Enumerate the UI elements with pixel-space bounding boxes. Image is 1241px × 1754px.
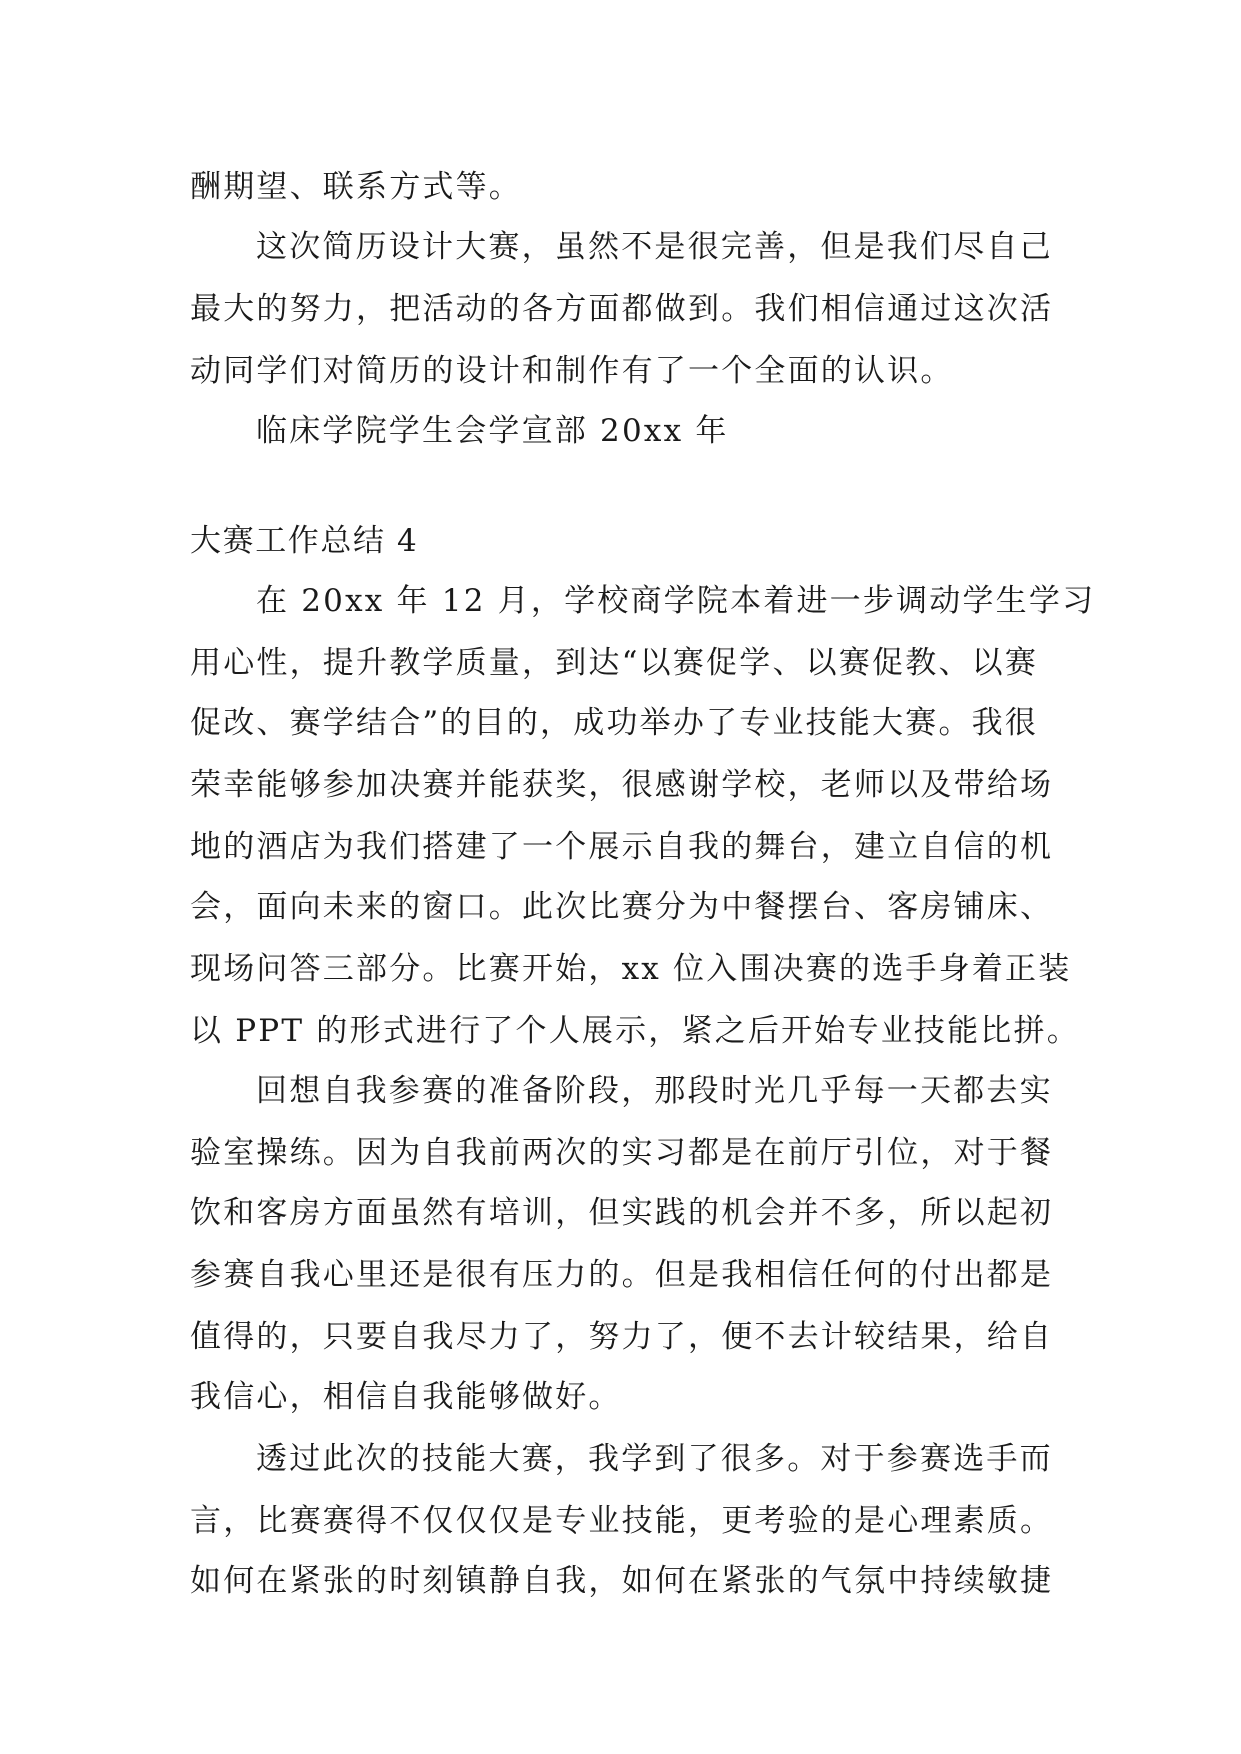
text-line: 言，比赛赛得不仅仅仅是专业技能，更考验的是心理素质。 (190, 1503, 1054, 1539)
text-line: 地的酒店为我们搭建了一个展示自我的舞台，建立自信的机 (190, 829, 1054, 865)
text-line: 荣幸能够参加决赛并能获奖，很感谢学校，老师以及带给场 (190, 767, 1054, 803)
paragraph-first-line: 透过此次的技能大赛，我学到了很多。对于参赛选手而 (256, 1441, 1053, 1477)
paragraph-first-line: 这次简历设计大赛，虽然不是很完善，但是我们尽自己 (256, 229, 1053, 265)
paragraph-first-line: 回想自我参赛的准备阶段，那段时光几乎每一天都去实 (256, 1073, 1053, 1109)
section-heading: 大赛工作总结 4 (190, 523, 419, 559)
text-line: 以 PPT 的形式进行了个人展示，紧之后开始专业技能比拼。 (190, 1013, 1080, 1049)
text-line: 用心性，提升教学质量，到达“以赛促学、以赛促教、以赛 (190, 645, 1039, 681)
text-line: 现场问答三部分。比赛开始，xx 位入围决赛的选手身着正装 (190, 951, 1072, 987)
signature-line: 临床学院学生会学宣部 20xx 年 (256, 413, 729, 449)
text-line: 我信心，相信自我能够做好。 (190, 1379, 622, 1415)
text-line: 促改、赛学结合”的目的，成功举办了专业技能大赛。我很 (190, 705, 1039, 741)
paragraph-first-line: 在 20xx 年 12 月，学校商学院本着进一步调动学生学习 (256, 583, 1096, 619)
text-line: 值得的，只要自我尽力了，努力了，便不去计较结果，给自 (190, 1319, 1054, 1355)
text-line: 酬期望、联系方式等。 (190, 169, 522, 205)
text-line: 验室操练。因为自我前两次的实习都是在前厅引位，对于餐 (190, 1135, 1054, 1171)
text-line: 会，面向未来的窗口。此次比赛分为中餐摆台、客房铺床、 (190, 889, 1054, 925)
text-line: 最大的努力，把活动的各方面都做到。我们相信通过这次活 (190, 291, 1054, 327)
text-line: 动同学们对简历的设计和制作有了一个全面的认识。 (190, 353, 954, 389)
text-line: 饮和客房方面虽然有培训，但实践的机会并不多，所以起初 (190, 1195, 1054, 1231)
text-line: 参赛自我心里还是很有压力的。但是我相信任何的付出都是 (190, 1257, 1054, 1293)
text-line: 如何在紧张的时刻镇静自我，如何在紧张的气氛中持续敏捷 (190, 1563, 1054, 1599)
